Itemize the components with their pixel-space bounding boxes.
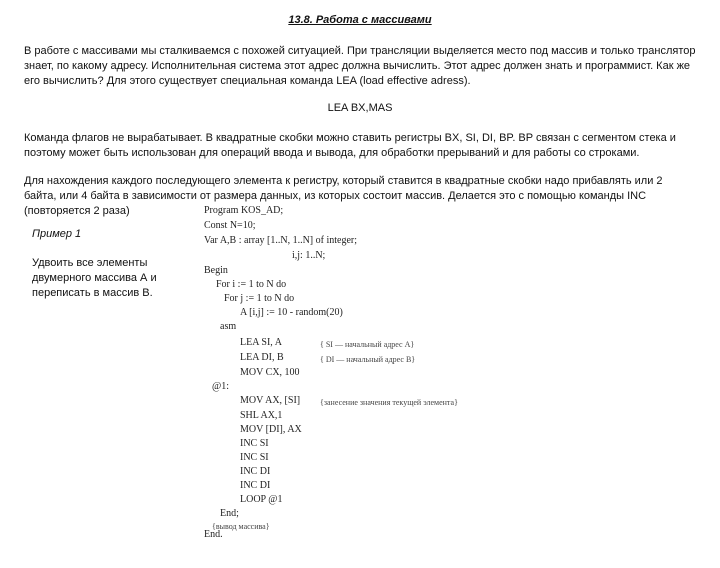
code-line: LEA SI, A (240, 337, 282, 348)
code-line: Program KOS_AD; (204, 205, 284, 216)
formula-line: LEA BX,MAS (327, 102, 393, 114)
code-line: INC DI (240, 466, 271, 477)
page-title: 13.8. Работа с массивами (288, 14, 432, 26)
code-comment: {вывод массива} (212, 522, 270, 531)
code-line: MOV [DI], AX (240, 424, 302, 435)
code-comment: { SI — начальный адрес A} (320, 340, 415, 349)
code-line: INC DI (240, 480, 271, 491)
code-line: MOV AX, [SI] (240, 395, 301, 406)
code-line: @1: (212, 381, 229, 392)
code-line: INC SI (240, 438, 269, 449)
code-line: LOOP @1 (240, 494, 283, 505)
code-line: INC SI (240, 452, 269, 463)
code-line: Const N=10; (204, 220, 256, 231)
code-line: End. (204, 529, 223, 540)
code-line: LEA DI, B (240, 352, 284, 363)
code-line: Begin (204, 265, 228, 276)
example-label: Пример 1 (32, 228, 82, 240)
code-listing (196, 204, 556, 538)
code-line: i,j: 1..N; (292, 250, 326, 261)
code-line: A [i,j] := 10 - random(20) (240, 307, 343, 318)
paragraph-flags: Команда флагов не вырабатывает. В квадратные скобки можно ставить регистры BX, SI, DI, BP. BP связан с сегментом стека и поэтому может быть использован для операций ввода и вывода, для обработки прерываний и для работы со строками. (24, 132, 676, 159)
code-comment: { DI — начальный адрес B} (320, 355, 416, 364)
code-line: SHL AX,1 (240, 410, 283, 421)
code-line: For j := 1 to N do (224, 293, 295, 304)
code-line: Var A,B : array [1..N, 1..N] of integer; (204, 235, 358, 246)
code-line: End; (220, 508, 239, 519)
code-line: asm (220, 321, 237, 332)
paragraph-intro: В работе с массивами мы сталкиваемся с похожей ситуацией. При трансляции выделяется место под массив и только транслятор знает, по какому адресу. Исполнительная система этот адрес должна вычислить. Этот адрес должен знать и программист. Как же его вычислить? Для этого существует специальная команда LEA (load effective adress). (24, 45, 696, 87)
paragraph-inc: Для нахождения каждого последующего элемента к регистру, который ставится в квадратные скобки надо прибавлять или 2 байта, или 4 байта в зависимости от размера данных, из которых состоит массив. Делается это с помощью команды INC (повторяется 2 раза) (24, 175, 663, 217)
code-comment: {занесение значения текущей элемента} (320, 398, 458, 407)
code-line: For i := 1 to N do (216, 279, 287, 290)
task-description: Удвоить все элементы двумерного массива А и переписать в массив В. (32, 257, 157, 299)
code-line: MOV CX, 100 (240, 367, 300, 378)
